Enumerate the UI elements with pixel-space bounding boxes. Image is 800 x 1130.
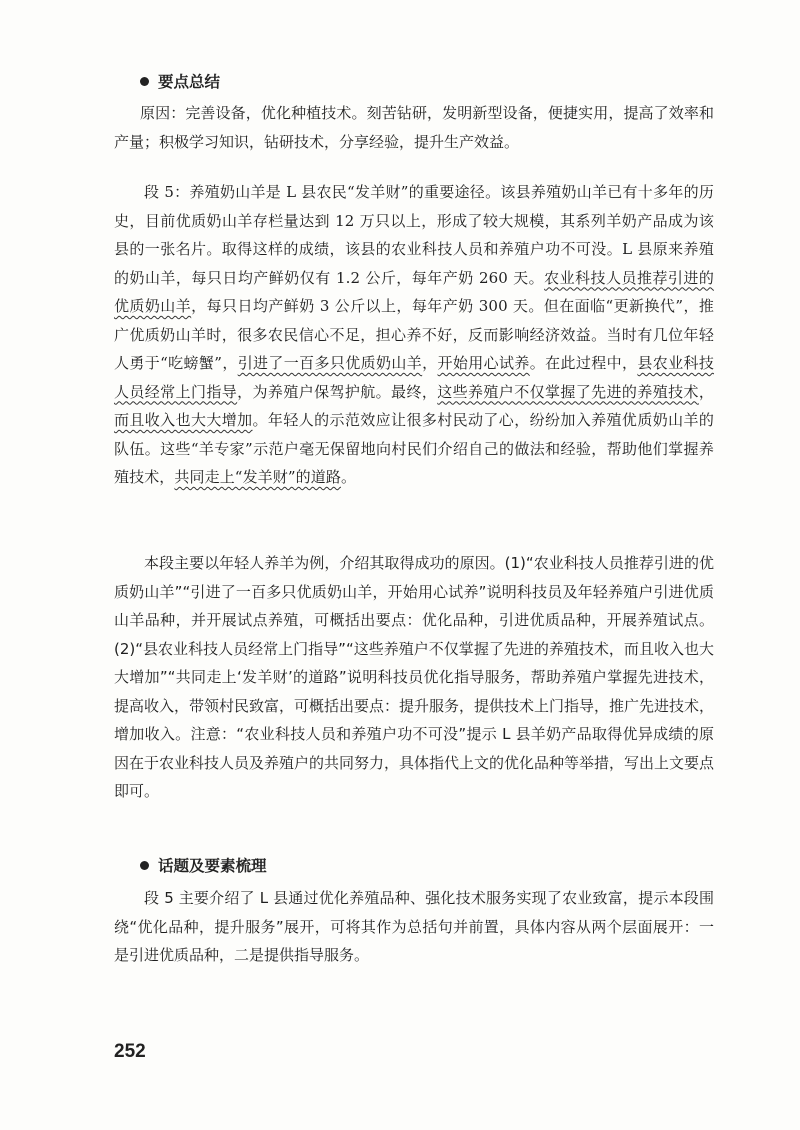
heading-topic-text: 话题及要素梳理 <box>158 857 267 875</box>
analysis-paragraph <box>114 549 714 806</box>
topic-text: 段 5 主要介绍了 L 县通过优化养殖品种、强化技术服务实现了农业致富，提示本段围绕“优化品种，提升服务”展开，可将其作为总括句并前置，具体内容从两个层面展开：一是引进优质品种，二是提供指导服务。 <box>114 889 714 964</box>
underlined-phrase: 农业科技人员推荐引进的优质奶山羊 <box>114 268 714 315</box>
passage-text: 。年轻人的示范效应让很多村民动了心，纷纷加入养殖优质奶山羊的队伍。这些“羊专家”示范户毫无保留地向村民们介绍自己的做法和经验，帮助他们掌握养殖技术， <box>114 411 714 486</box>
heading-topic <box>140 855 267 877</box>
underlined-phrase: 县农业科技人员经常上门指导 <box>114 354 714 401</box>
underlined-phrase: 引进了一百多只优质奶山羊 <box>237 354 423 372</box>
underlined-phrase: 而且收入也大大增加 <box>114 411 253 429</box>
topic-paragraph <box>114 884 714 970</box>
passage-paragraph <box>114 178 714 492</box>
passage-text: 。 <box>340 468 357 486</box>
underlined-phrase: 这些养殖户不仅掌握了先进的养殖技术 <box>437 382 699 401</box>
underlined-phrase: 开始用心试养 <box>437 354 530 372</box>
passage-text: ， <box>698 382 714 401</box>
passage-text: 段 5：养殖奶山羊是 L 县农民“发羊财”的重要途径。该县养殖奶山羊已有十多年的历史，目前优质奶山羊存栏量达到 12 万只以上，形成了较大规模，其系列羊奶产品成为该县的一张名片。取得这样的成绩，该县的农业科技人员和养殖户功不可没。L 县原来养殖的奶山羊，每只日均产鲜奶仅有 1.2 公斤，每年产奶 260 天。 <box>114 183 714 287</box>
passage-text: ，每只日均产鲜奶 3 公斤以上，每年产奶 300 天。但在面临“更新换代”，推广优质奶山羊时，很多农民信心不足，担心养不好，反而影响经济效益。当时有几位年轻人勇于“吃螃蟹”， <box>114 297 714 372</box>
summary-paragraph <box>114 99 714 156</box>
analysis-text: 本段主要以年轻人养羊为例，介绍其取得成功的原因。(1)“农业科技人员推荐引进的优质奶山羊”“引进了一百多只优质奶山羊，开始用心试养”说明科技员及年轻养殖户引进优质山羊品种，并开展试点养殖，可概括出要点：优化品种，引进优质品种，开展养殖试点。(2)“县农业科技人员经常上门指导”“这些养殖户不仅掌握了先进的养殖技术，而且收入也大大增加”“共同走上‘发羊财’的道路”说明科技员优化指导服务，帮助养殖户掌握先进技术，提高收入，带领村民致富，可概括出要点：提升服务，提供技术上门指导，推广先进技术，增加收入。注意：“农业科技人员和养殖户功不可没”提示 L 县羊奶产品取得优异成绩的原因在于农业科技人员及养殖户的共同努力，具体指代上文的优化品种等举措，写出上文要点即可。 <box>114 554 715 800</box>
summary-text: 原因：完善设备，优化种植技术。刻苦钻研，发明新型设备，便捷实用，提高了效率和产量；积极学习知识，钻研技术，分享经验，提升生产效益。 <box>114 104 714 151</box>
passage-text: ，为养殖户保驾护航。最终， <box>237 382 438 401</box>
underlined-phrase: 共同走上“发羊财”的道路 <box>174 468 341 486</box>
bullet-icon <box>140 861 149 870</box>
bullet-icon <box>140 77 149 86</box>
page-number: 252 <box>114 1041 146 1062</box>
passage-text: ， <box>422 354 438 372</box>
heading-key-points-text: 要点总结 <box>158 73 221 91</box>
heading-key-points <box>140 71 220 93</box>
passage-text: 。在此过程中， <box>529 354 638 372</box>
